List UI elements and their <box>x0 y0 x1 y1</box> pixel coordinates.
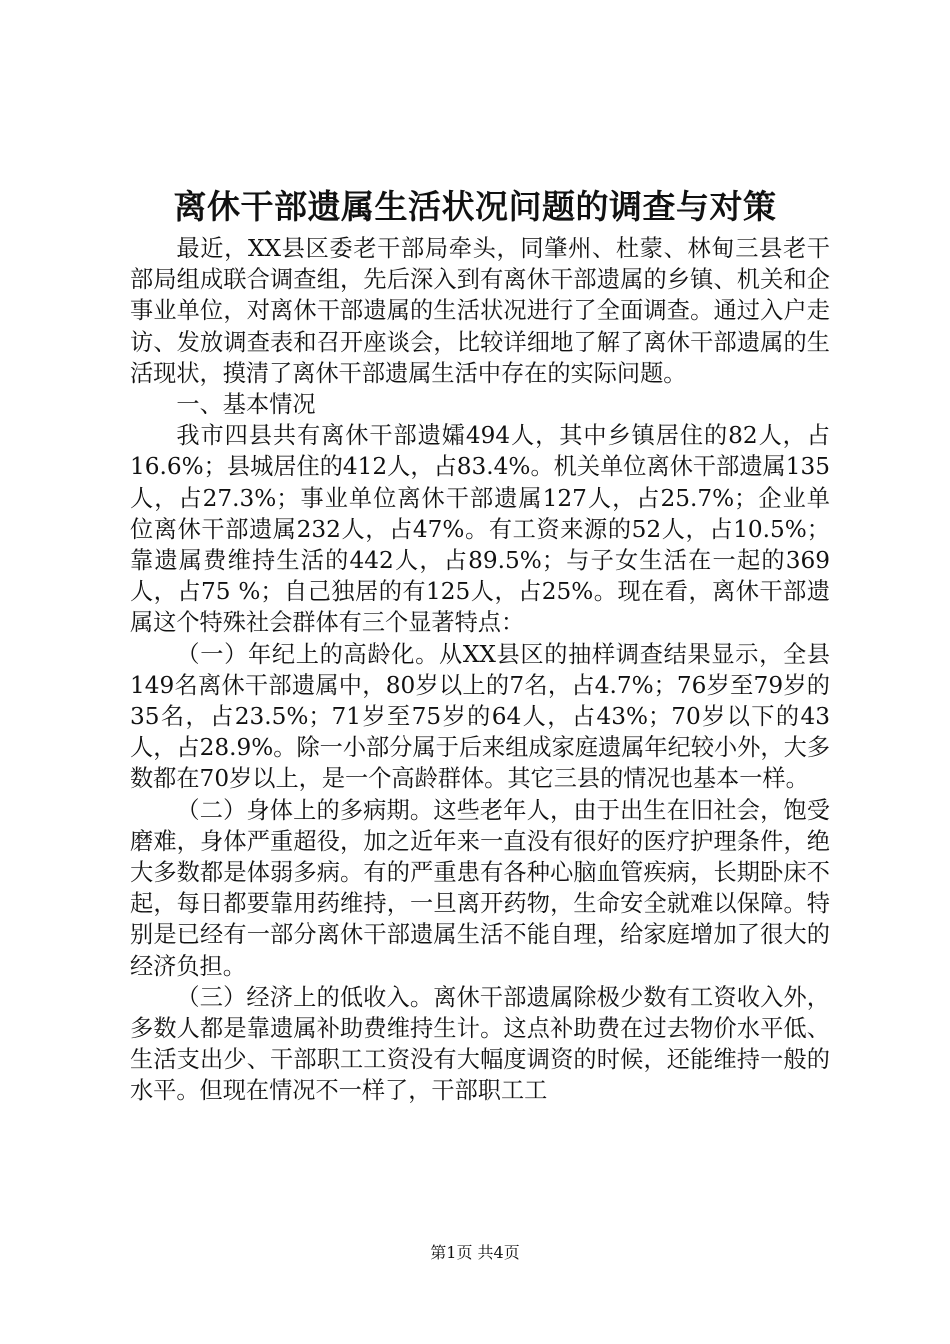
document-body <box>130 233 830 1107</box>
feature-three-paragraph: （三）经济上的低收入。离休干部遗属除极少数有工资收入外，多数人都是靠遗属补助费维持生计。这点补助费在过去物价水平低、生活支出少、干部职工工资没有大幅度调资的时候，还能维持一般的水平。但现在情况不一样了，干部职工工 <box>130 983 830 1105</box>
feature-one-paragraph: （一）年纪上的高龄化。从XX县区的抽样调查结果显示，全县149名离休干部遗属中，80岁以上的7名，占4.7%；76岁至79岁的35名，占23.5%；71岁至75岁的64人，占43%；70岁以下的43人，占28.9%。除一小部分属于后来组成家庭遗属年纪较小外，大多数都在70岁以上，是一个高龄群体。其它三县的情况也基本一样。 <box>130 640 830 793</box>
statistics-paragraph: 我市四县共有离休干部遗孀494人，其中乡镇居住的82人，占16.6%；县城居住的412人，占83.4%。机关单位离休干部遗属135人，占27.3%；事业单位离休干部遗属127人，占25.7%；企业单位离休干部遗属232人，占47%。有工资来源的52人，占10.5%；靠遗属费维持生活的442人，占89.5%；与子女生活在一起的369人，占75 %；自己独居的有125人，占25%。现在看，离休干部遗属这个特殊社会群体有三个显著特点： <box>130 422 830 637</box>
intro-paragraph: 最近，XX县区委老干部局牵头，同肇州、杜蒙、林甸三县老干部局组成联合调查组，先后深入到有离休干部遗属的乡镇、机关和企事业单位，对离休干部遗属的生活状况进行了全面调查。通过入户走访、发放调查表和召开座谈会，比较详细地了解了离休干部遗属的生活现状，摸清了离休干部遗属生活中存在的实际问题。 <box>130 235 830 387</box>
section-heading: 一、基本情况 <box>176 391 316 419</box>
document-title: 离休干部遗属生活状况问题的调查与对策 <box>173 187 777 226</box>
feature-two-paragraph: （二）身体上的多病期。这些老年人，由于出生在旧社会，饱受磨难，身体严重超役，加之近年来一直没有很好的医疗护理条件，绝大多数都是体弱多病。有的严重患有各种心脑血管疾病，长期卧床不起，每日都要靠用药维持，一旦离开药物，生命安全就难以保障。特别是已经有一部分离休干部遗属生活不能自理，给家庭增加了很大的经济负担。 <box>130 796 830 980</box>
page-footer: 第1页 共4页 <box>430 1243 520 1262</box>
